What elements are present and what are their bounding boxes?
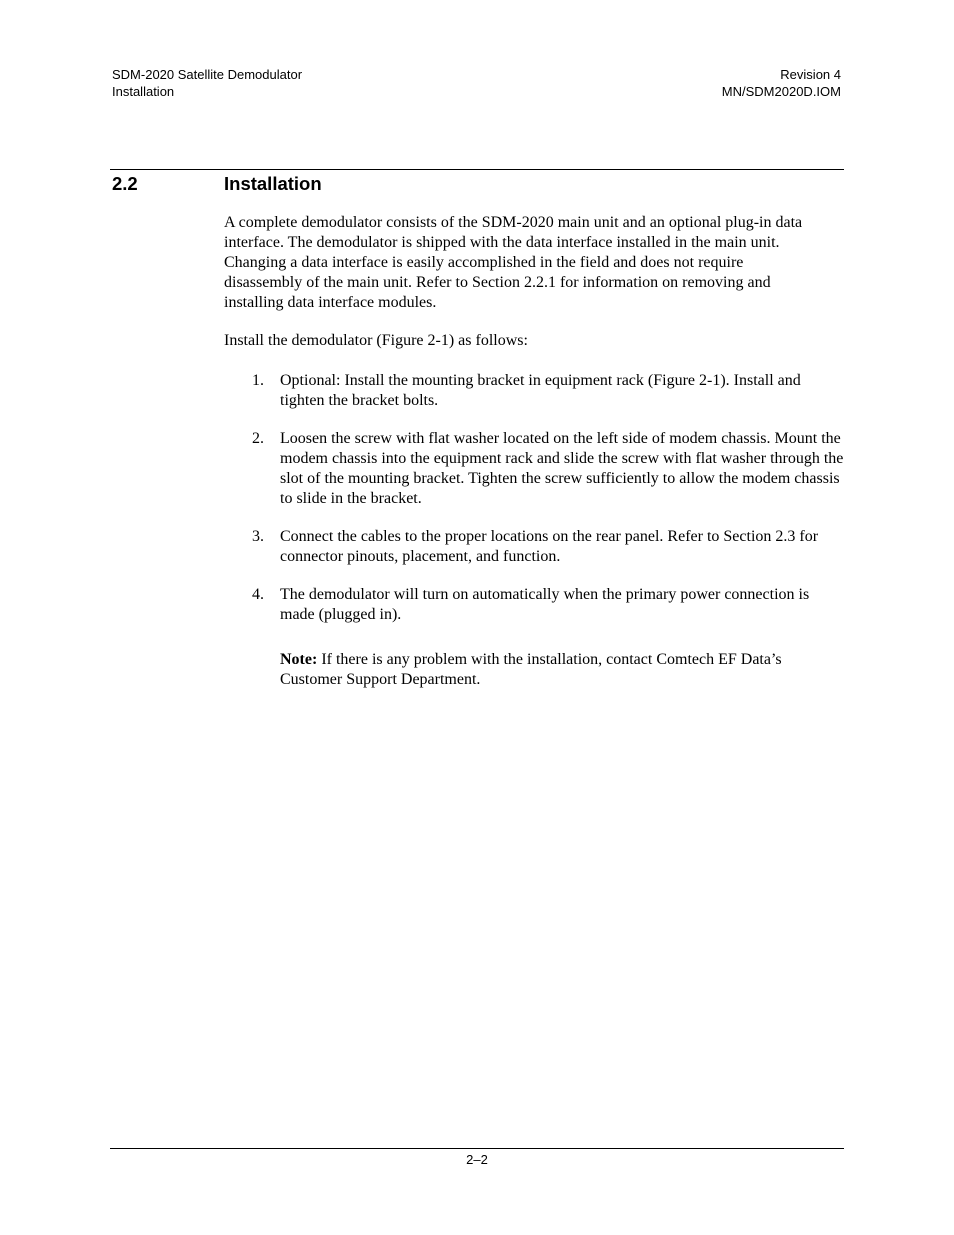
list-item bbox=[224, 527, 846, 567]
list-item bbox=[224, 585, 846, 625]
step-text: Optional: Install the mounting bracket in equipment rack (Figure 2-1). Install and tighten the bracket bolts. bbox=[280, 372, 801, 409]
step-number: 4. bbox=[252, 586, 264, 603]
list-item bbox=[224, 429, 846, 509]
list-item bbox=[224, 371, 846, 411]
section-title: Installation bbox=[224, 173, 322, 194]
section-number: 2.2 bbox=[112, 173, 138, 194]
page-number: 2–2 bbox=[466, 1152, 488, 1167]
document-id: MN/SDM2020D.IOM bbox=[721, 83, 841, 99]
running-header-right bbox=[722, 67, 841, 100]
step-number: 1. bbox=[252, 372, 264, 389]
step-number: 3. bbox=[252, 528, 264, 545]
instructions-lead-in: Install the demodulator (Figure 2-1) as follows: bbox=[224, 332, 528, 349]
running-header-left bbox=[112, 67, 302, 100]
step-text: Loosen the screw with flat washer located on the left side of modem chassis. Mount the modem chassis into the equipment rack and slide the screw with flat washer through the slot of the mounting bracket. Tighten the screw sufficiently to allow the modem chassis to slide in the bracket. bbox=[280, 430, 844, 507]
document-title: SDM-2020 Satellite Demodulator bbox=[112, 67, 303, 82]
revision-label: Revision 4 bbox=[780, 67, 841, 82]
step-text: The demodulator will turn on automatically when the primary power connection is made (plugged in). bbox=[280, 586, 810, 623]
note-label: Note: bbox=[280, 651, 318, 668]
installation-note bbox=[280, 650, 840, 690]
intro-paragraph: A complete demodulator consists of the SDM-2020 main unit and an optional plug-in data interface. The demodulator is shipped with the data interface installed in the main unit. Changing a data interface is easily accomplished in the field and does not require disassembly of the main unit. Refer to Section 2.2.1 for information on removing and installing data interface modules. bbox=[224, 214, 803, 311]
note-text: If there is any problem with the installation, contact Comtech EF Data’s Customer Support Department. bbox=[280, 651, 782, 688]
chapter-name: Installation bbox=[112, 83, 175, 99]
step-text: Connect the cables to the proper locations on the rear panel. Refer to Section 2.3 for connector pinouts, placement, and function. bbox=[280, 528, 819, 565]
section-divider bbox=[110, 169, 844, 170]
footer-divider bbox=[110, 1148, 844, 1149]
step-number: 2. bbox=[252, 430, 264, 447]
installation-steps-list bbox=[224, 371, 846, 643]
